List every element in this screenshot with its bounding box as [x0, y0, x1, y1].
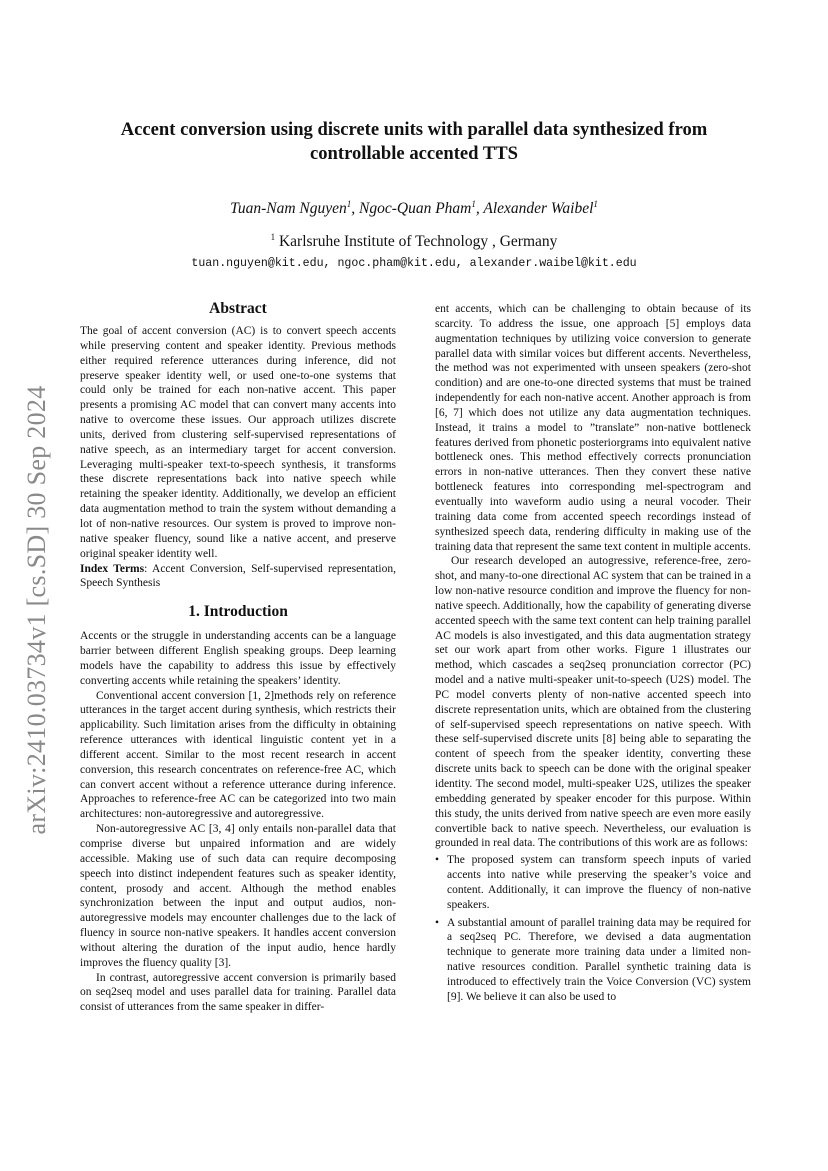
list-item-text: A substantial amount of parallel training data may be required for a seq2seq PC. Therefore, we devised a data augmentation technique to generate more training data under a limited non-native resources condition. Parallel synthetic training data is introduced to effectively train the Voice Conversion (VC) system [9]. We believe it can also be used to	[447, 916, 751, 1003]
index-terms	[80, 562, 396, 592]
paragraph: In contrast, autoregressive accent conversion is primarily based on seq2seq model and uses parallel data for training. Parallel data consist of utterances from the same speaker in differ-	[80, 971, 396, 1014]
author-name: Alexander Waibel	[483, 200, 594, 217]
author-affiliation-mark: 1	[346, 198, 352, 209]
abstract-text: The goal of accent conversion (AC) is to convert speech accents while preserving content and speaker identity. Previous methods either required reference utterances during inference, did not preserve speaker identity well, or used one-to-one systems that could only be trained for each non-native accent. This paper presents a promising AC model that can convert many accents into native to overcome these issues. Our approach utilizes discrete units, derived from clustering self-supervised representations of native speech, as an intermediary target for accent conversion. Leveraging multi-speaker text-to-speech synthesis, it transforms these discrete representations back into native speech while retaining the speaker identity. Additionally, we develop an efficient data augmentation method to train the system without demanding a lot of non-native resources. Our system is proved to improve non-native speaker fluency, sound like a native accent, and preserve original speaker identity well.	[80, 325, 396, 560]
title-line-2: controllable accented TTS	[310, 143, 518, 164]
list-item-text: The proposed system can transform speech inputs of varied accents into native while preserving the speaker’s voice and content. Additionally, it can improve the fluency of non-native speakers.	[447, 854, 751, 911]
author-name: Tuan-Nam Nguyen	[230, 200, 347, 217]
paragraph: Non-autoregressive AC [3, 4] only entails non-parallel data that comprise diverse but unpaired information and are widely accessible. Making use of such data can require decomposing speech into distinct independent features such as speaker identity, content, prosody and accent. Although the method enables synchronization between the input and output audios, non-autoregressive models may encounter challenges due to the lack of fluency in source non-native speakers. It handles accent conversion without altering the duration of the input audio, hence hardly improves the fluency quality [3].	[80, 823, 396, 969]
right-column	[435, 302, 751, 1008]
list-item	[435, 853, 751, 912]
paragraph: Our research developed an autogressive, reference-free, zero-shot, and many-to-one directional AC system that can be trained in a low non-native resource condition and improve the fluency for non-native speech. Additionally, how the capability of generating diverse accented speech with the same text content can help training parallel AC models is also investigated, and this data augmentation strategy set our work apart from other works. Figure 1 illustrates our method, which cascades a seq2seq pronunciation corrector (PC) model and a native multi-speaker unit-to-speech (U2S) model. The PC model converts plenty of non-native accented speech into discrete representation units, which are obtained from the clustering of self-supervised speech representations on native speech. With these self-supervised discrete units [8] being able to separating the content of speech from the speaker identity, converting these discrete units back to speech can be done with the original speaker identity. The second model, multi-speaker U2S, utilizes the speaker embedding generated by speaker encoder for this purpose. Within this study, the units derived from native speech are even more easily convertible back to native speech. Nevertheless, our evaluation is grounded in real data. The contributions of this work are as follows:	[435, 555, 751, 850]
left-column	[80, 300, 396, 1015]
paragraph: Conventional accent conversion [1, 2]methods rely on reference utterances in the target accent during synthesis, which restricts their applicability. Such limitation arises from the difficulty in obtaining reference utterances with identical linguistic content yet in a different accent. Similar to the most recent research in accent conversion, this research concentrates on reference-free AC, which can convert accent without a reference utterance during inference. Approaches to reference-free AC can be categorized into two main architectures: non-autoregressive and autoregressive.	[80, 689, 396, 821]
paragraph: Accents or the struggle in understanding accents can be a language barrier between different English speaking groups. Deep learning models have the capability to address this issue by effectively converting accents while retaining the speakers’ identity.	[80, 630, 396, 687]
bullet-icon: •	[435, 854, 440, 867]
section-heading-introduction: 1. Introduction	[188, 603, 288, 621]
arxiv-id-text: arXiv:2410.03734v1 [cs.SD] 30 Sep 2024	[22, 385, 51, 835]
affiliation-text: Karlsruhe Institute of Technology , Germany	[278, 233, 558, 250]
contributions-list	[435, 853, 751, 1004]
paragraph: ent accents, which can be challenging to obtain because of its scarcity. To address the issue, one approach [5] employs data augmentation techniques by utilizing voice conversion to generate parallel data with similar voices but different accents. Nevertheless, the method was not experimented with unseen speakers (zero-shot condition) and are one-to-one directed systems that must be trained independently for each non-native accent. Another approach is from [6, 7] which does not utilize any data augmentation techniques. Instead, it trains a model to ”translate” non-native bottleneck features derived from phonetic posteriorgrams into equivalent native bottleneck ones. This method effectively corrects pronunciation errors in non-native utterances. Then they convert these native bottleneck features into corresponding mel-spectrogram and eventually into waveform audio using a neural vocoder. Their training data come from accented speech recordings instead of synthesized speech data, rendering difficulty in making use of the training data that represent the same text content in multiple accents.	[435, 303, 751, 553]
abstract-heading: Abstract	[209, 300, 267, 317]
index-terms-label: Index Terms	[80, 562, 145, 575]
author-name: Ngoc-Quan Pham	[359, 200, 472, 217]
index-terms-text: : Accent Conversion, Self-supervised representation, Speech Synthesis	[80, 562, 396, 590]
list-item	[435, 916, 751, 1005]
author-affiliation-mark: 1	[471, 198, 476, 209]
bullet-icon: •	[435, 916, 440, 929]
paper-title	[80, 118, 748, 166]
author-emails: tuan.nguyen@kit.edu, ngoc.pham@kit.edu, alexander.waibel@kit.edu	[191, 257, 637, 270]
affiliation-mark: 1	[270, 231, 276, 242]
author-affiliation-mark: 1	[593, 198, 598, 209]
arxiv-sidebar-identifier	[22, 365, 52, 855]
affiliation	[80, 233, 748, 251]
author-list: Tuan-Nam Nguyen$^1$, Ngoc-Quan Pham$^1$, Alexander Waibel$^1$	[230, 198, 598, 217]
title-line-1: Accent conversion using discrete units with parallel data synthesized from	[120, 119, 708, 140]
